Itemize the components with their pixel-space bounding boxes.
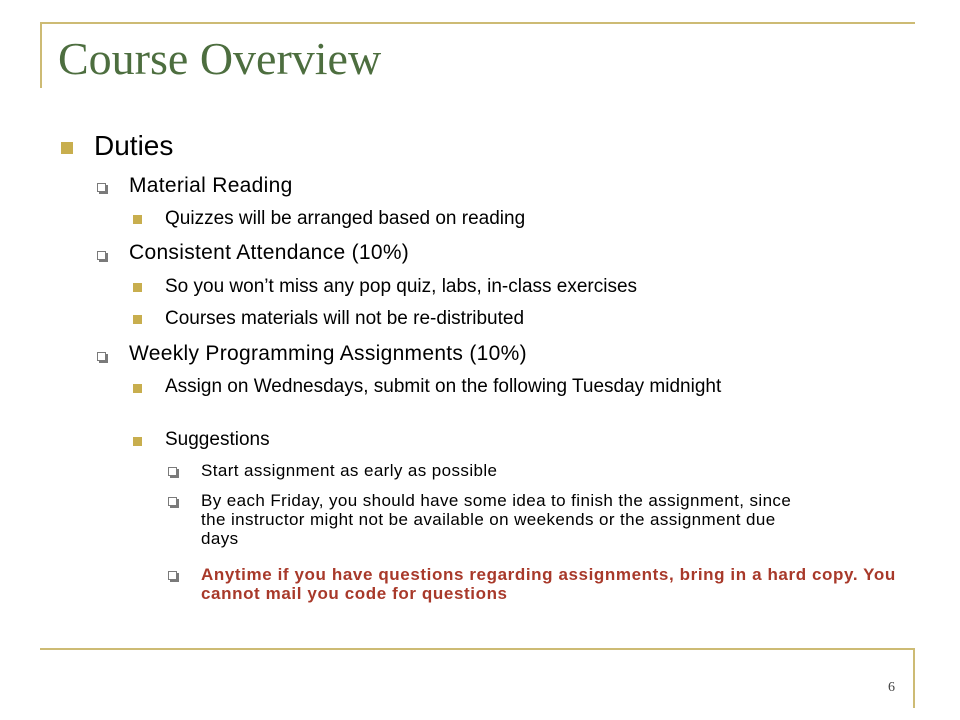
frame-right-line: [913, 648, 915, 708]
frame-bottom-line: [40, 648, 915, 650]
assignments-label: Weekly Programming Assignments (10%): [129, 342, 527, 365]
attendance-point: So you won’t miss any pop quiz, labs, in-class exercises: [165, 276, 638, 297]
hollow-square-bullet-icon: [97, 251, 106, 260]
suggestion-item-highlighted: Anytime if you have questions regarding assignments, bring in a hard copy. You cannot mail you code for questions: [201, 565, 896, 603]
suggestions-label: Suggestions: [165, 429, 270, 450]
square-bullet-icon: [61, 142, 73, 154]
attendance-label: Consistent Attendance (10%): [129, 241, 410, 264]
attendance-point: Courses materials will not be re-distributed: [165, 308, 525, 329]
square-bullet-icon: [133, 283, 142, 292]
square-bullet-icon: [133, 437, 142, 446]
hollow-square-bullet-icon: [168, 497, 177, 506]
suggestion-item: Start assignment as early as possible: [201, 461, 498, 480]
material-reading-label: Material Reading: [129, 174, 293, 197]
suggestion-item: By each Friday, you should have some idea to finish the assignment, since the instructor might not be available on weekends or the assignment due days: [201, 491, 792, 548]
hollow-square-bullet-icon: [97, 352, 106, 361]
hollow-square-bullet-icon: [168, 467, 177, 476]
square-bullet-icon: [133, 384, 142, 393]
duties-heading: Duties: [94, 130, 174, 161]
page-number: 6: [888, 680, 895, 695]
assignment-schedule: Assign on Wednesdays, submit on the following Tuesday midnight: [165, 376, 722, 397]
hollow-square-bullet-icon: [168, 571, 177, 580]
slide-title: Course Overview: [58, 33, 382, 84]
hollow-square-bullet-icon: [97, 183, 106, 192]
square-bullet-icon: [133, 315, 142, 324]
reading-point: Quizzes will be arranged based on reading: [165, 208, 526, 229]
square-bullet-icon: [133, 215, 142, 224]
